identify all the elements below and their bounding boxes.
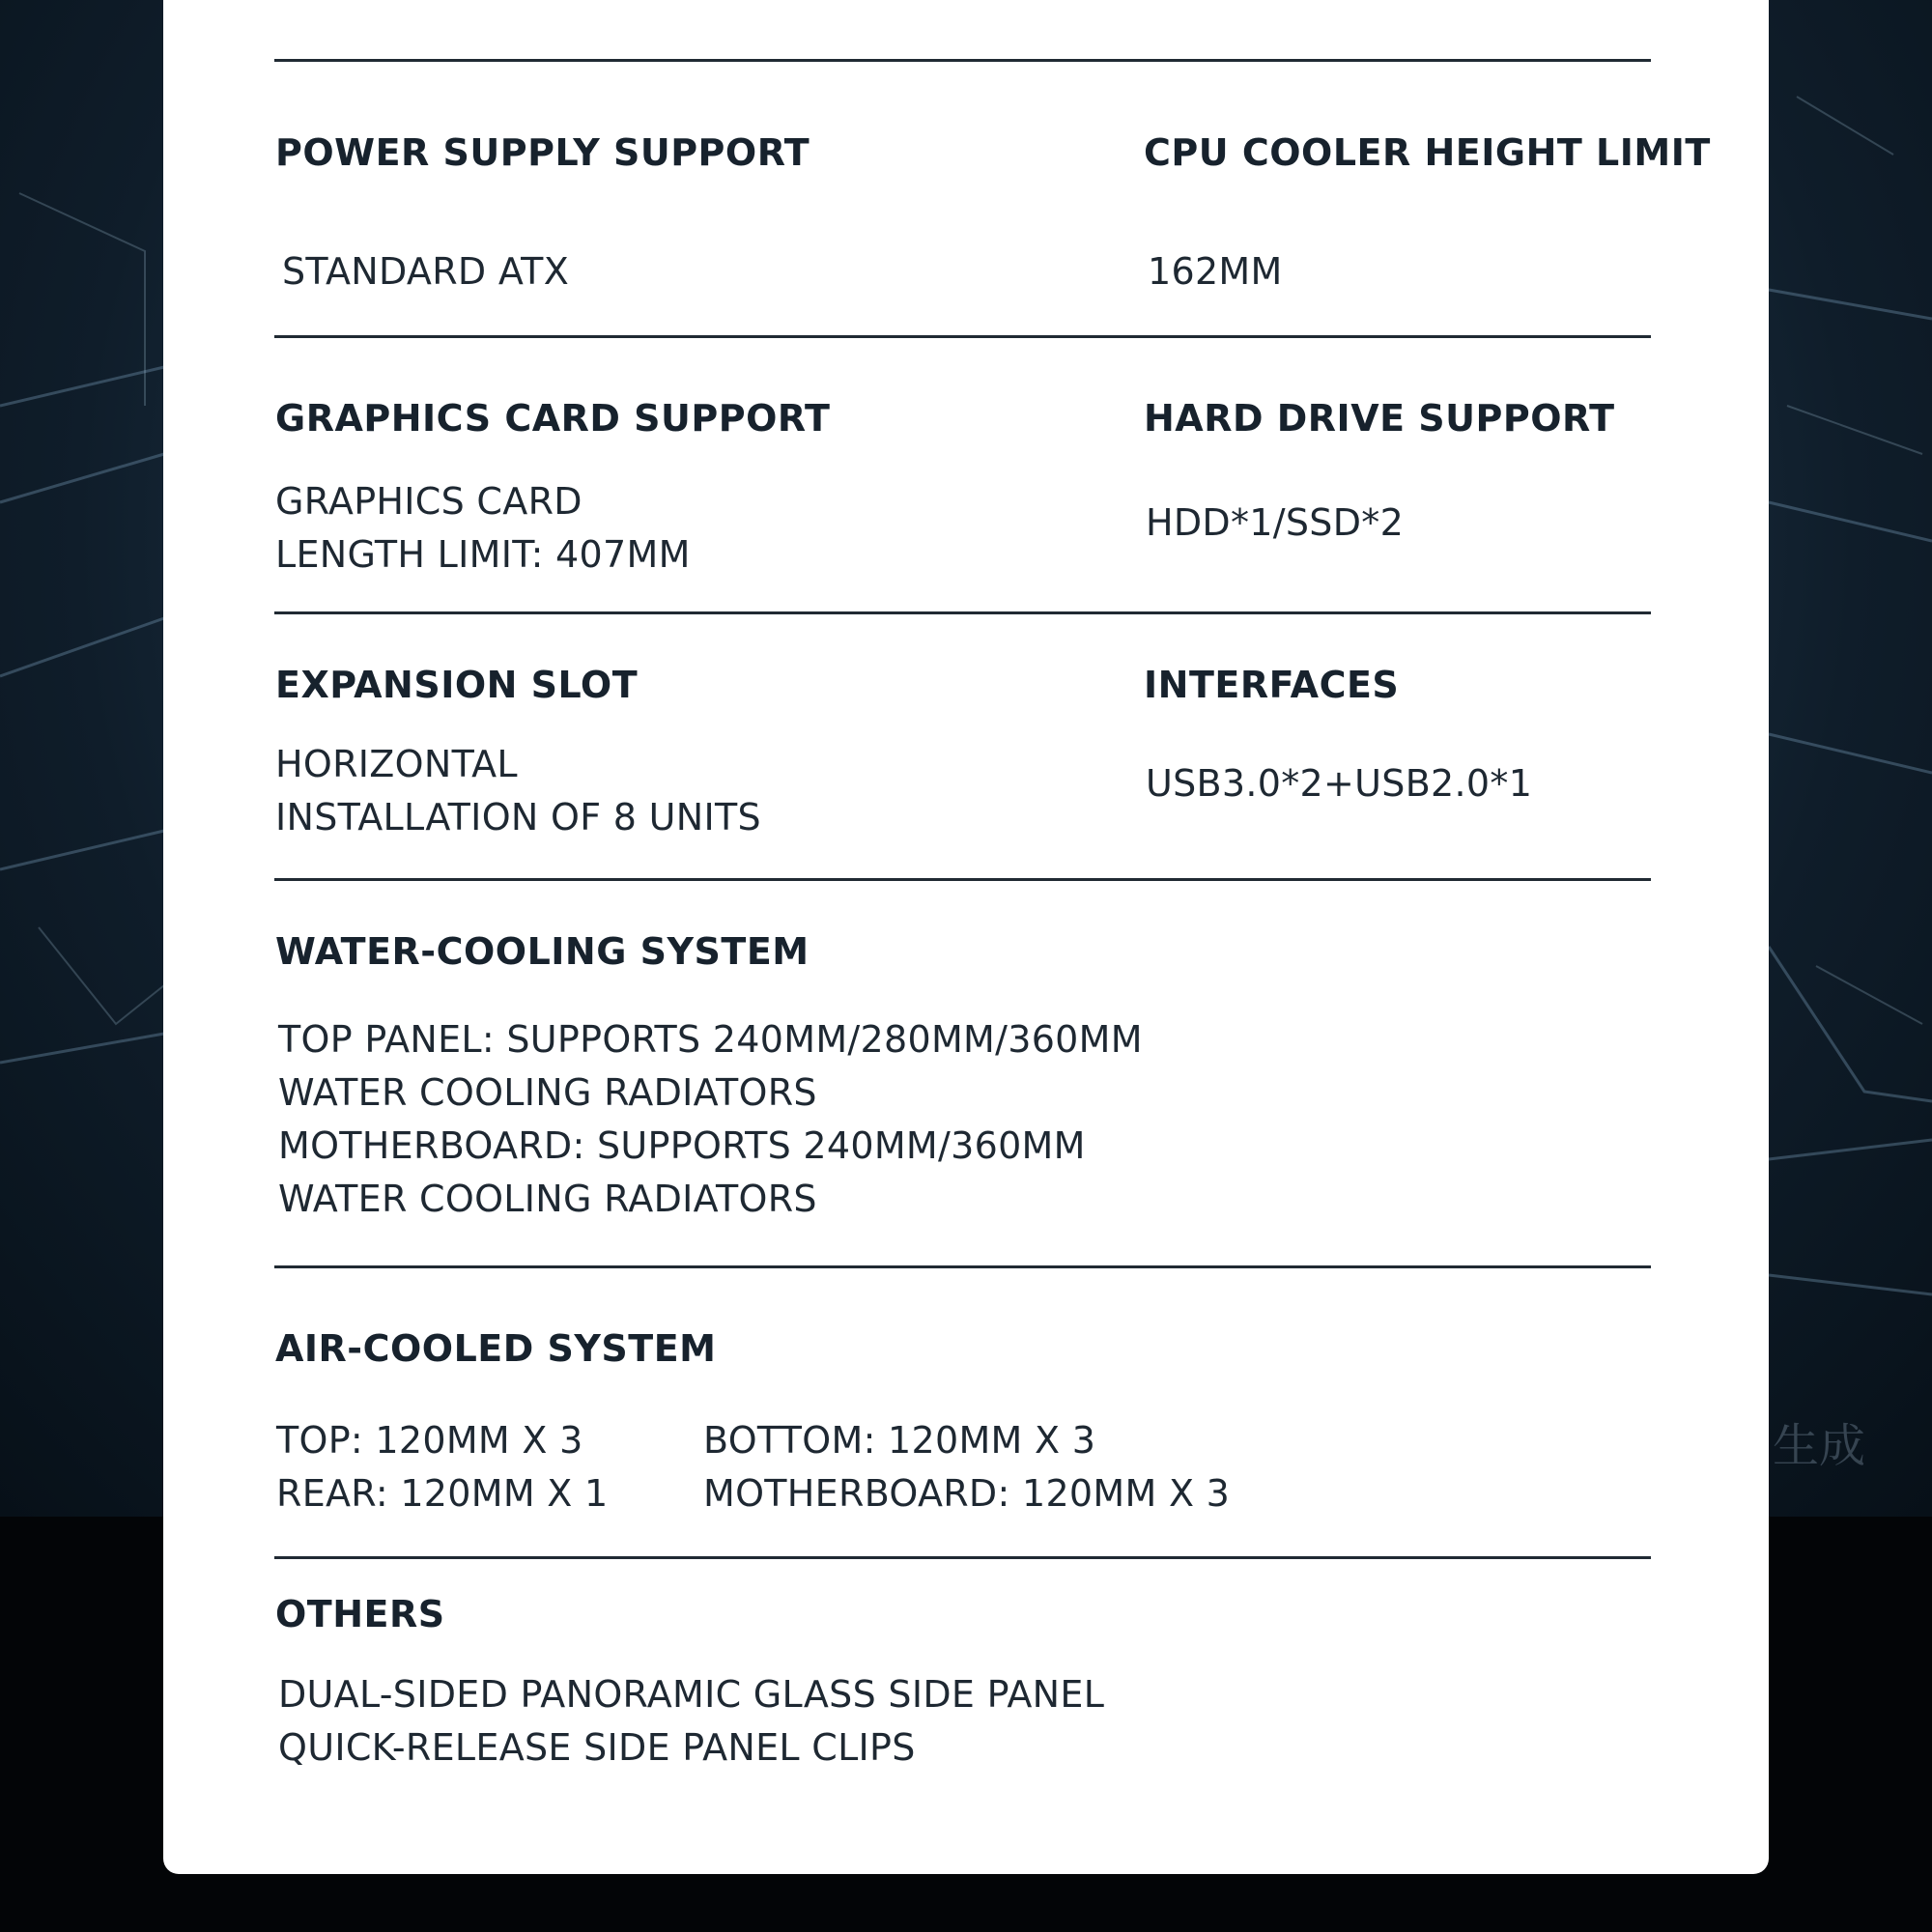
power-supply-value: STANDARD ATX — [282, 250, 570, 293]
divider — [274, 611, 1651, 614]
cpu-cooler-value: 162MM — [1148, 250, 1283, 293]
interfaces-label: INTERFACES — [1144, 664, 1400, 706]
power-supply-label: POWER SUPPLY SUPPORT — [275, 131, 810, 174]
expansion-slot-value: HORIZONTAL INSTALLATION OF 8 UNITS — [275, 743, 761, 838]
divider — [274, 1556, 1651, 1559]
interfaces-value: USB3.0*2+USB2.0*1 — [1146, 762, 1533, 805]
air-cooled-label: AIR-COOLED SYSTEM — [275, 1327, 717, 1370]
others-label: OTHERS — [275, 1593, 445, 1635]
divider — [274, 1265, 1651, 1268]
water-cooling-value: TOP PANEL: SUPPORTS 240MM/280MM/360MM WATER COOLING RADIATORS MOTHERBOARD: SUPPORTS 240MM/360MM WATER COOLING RADIATORS — [278, 1018, 1143, 1220]
divider — [274, 335, 1651, 338]
water-cooling-label: WATER-COOLING SYSTEM — [275, 930, 810, 973]
graphics-card-value: GRAPHICS CARD LENGTH LIMIT: 407MM — [275, 480, 691, 576]
watermark-text: 生成 — [1773, 1419, 1866, 1473]
divider — [274, 59, 1651, 62]
air-cooled-left-value: TOP: 120MM X 3 REAR: 120MM X 1 — [276, 1419, 609, 1515]
divider — [274, 878, 1651, 881]
cpu-cooler-label: CPU COOLER HEIGHT LIMIT — [1144, 131, 1711, 174]
graphics-card-label: GRAPHICS CARD SUPPORT — [275, 397, 831, 440]
air-cooled-right-value: BOTTOM: 120MM X 3 MOTHERBOARD: 120MM X 3 — [703, 1419, 1231, 1515]
others-value: DUAL-SIDED PANORAMIC GLASS SIDE PANEL QUICK-RELEASE SIDE PANEL CLIPS — [278, 1673, 1105, 1769]
hard-drive-label: HARD DRIVE SUPPORT — [1144, 397, 1615, 440]
hard-drive-value: HDD*1/SSD*2 — [1146, 501, 1405, 544]
expansion-slot-label: EXPANSION SLOT — [275, 664, 639, 706]
